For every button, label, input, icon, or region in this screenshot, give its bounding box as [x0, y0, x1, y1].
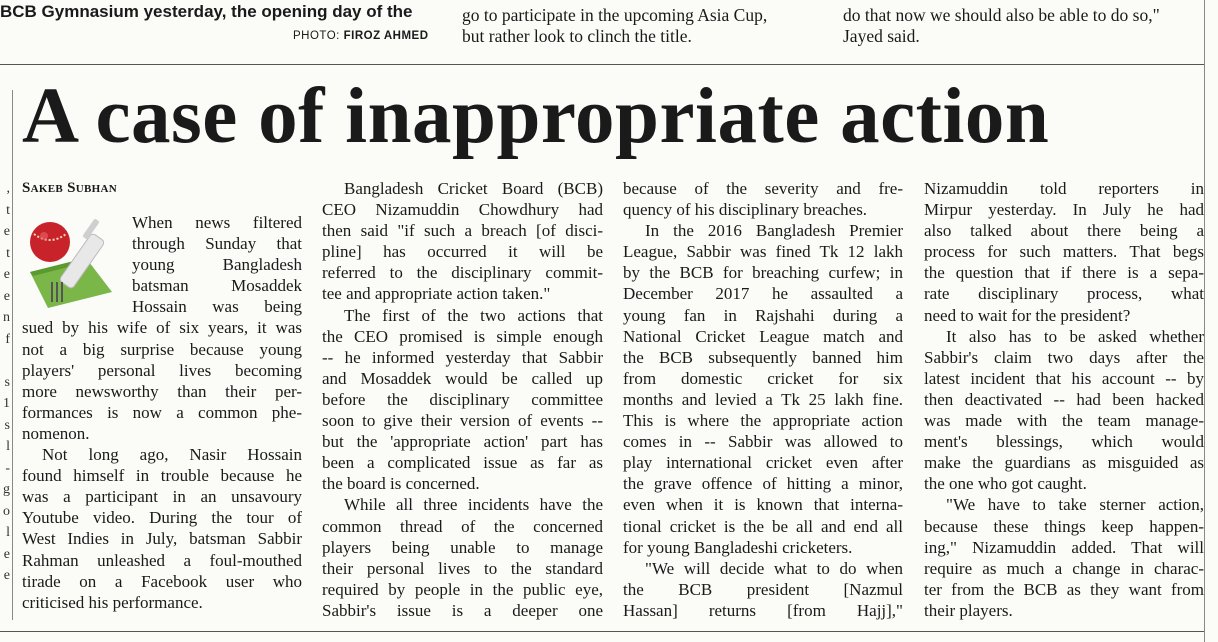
- text-line: formances is now a common phe-: [22, 402, 302, 422]
- text-line: Not long ago, Nasir Hossain: [42, 445, 302, 465]
- text-line: National Cricket League match and: [623, 326, 903, 346]
- text-line: tirade on a Facebook user who: [22, 571, 302, 591]
- prev-article-mid: [462, 5, 767, 47]
- edge-char: e: [3, 224, 10, 239]
- text-line: because of the severity and fre-: [623, 179, 903, 198]
- text-line: In the 2016 Bangladesh Premier: [645, 221, 903, 241]
- text-line: make the guardians as misguided as: [924, 453, 1204, 473]
- text-line: ter from the BCB as they want from: [924, 579, 1204, 599]
- text-line: CEO Nizamuddin Chowdhury had: [322, 200, 603, 220]
- text-line: -- he informed yesterday that Sabbir: [322, 347, 603, 367]
- text-line: common thread of the concerned: [322, 516, 603, 536]
- edge-char: s: [4, 417, 10, 433]
- text-line: require as much a change in charac-: [924, 558, 1204, 578]
- edge-char: [0, 350, 10, 372]
- text-line: While all three incidents have the: [344, 495, 603, 515]
- edge-char: n: [3, 310, 10, 325]
- text-line: the question that if there is a sepa-: [924, 263, 1204, 283]
- text-line: latest incident that his account -- by: [924, 368, 1204, 388]
- text-line: Sabbir's issue is a deeper one: [322, 600, 603, 620]
- edge-char: e: [3, 568, 10, 583]
- article-column-3: [623, 178, 903, 621]
- photo-credit: [293, 30, 429, 42]
- text-line: pline] has occurred it will be: [322, 242, 603, 262]
- text-line: but the 'appropriate action' part has: [322, 432, 603, 452]
- edge-char: ,: [6, 181, 10, 196]
- text-line: their players.: [924, 600, 1013, 620]
- text-line: This is where the appropriate action: [623, 411, 903, 431]
- text-line: then said "if such a breach [of disci-: [322, 221, 603, 241]
- text-line: required by people in the public eye,: [322, 579, 603, 599]
- text-line: from domestic cricket for six: [623, 368, 903, 388]
- edge-char: t: [6, 245, 10, 261]
- text-line: process for such matters. That begs: [924, 242, 1204, 262]
- edge-char: e: [3, 546, 10, 562]
- text-line: Sabbir's claim two days after the: [924, 347, 1204, 367]
- edge-char: -: [5, 460, 10, 476]
- text-line: before the disciplinary committee: [322, 389, 603, 409]
- text-line: rate disciplinary process, what: [924, 284, 1204, 304]
- text-line: tee and appropriate action taken.": [322, 284, 551, 304]
- text-line: young Bangladesh: [132, 255, 302, 275]
- text-line: ing," Nizamuddin added. That will: [924, 537, 1204, 557]
- text-line: It also has to be asked whether: [946, 326, 1204, 346]
- text-line: West Indies in July, batsman Sabbir: [22, 529, 302, 549]
- text-line: for young Bangladeshi cricketers.: [623, 537, 853, 557]
- text-line: "We will decide what to do when: [645, 558, 903, 578]
- text-line: their personal lives to the standard: [322, 558, 603, 578]
- edge-char: l: [6, 439, 10, 454]
- text-line: even when it is known that interna-: [623, 495, 903, 515]
- article-column-4: [924, 178, 1204, 621]
- text-line: by the BCB for breaching curfew; in: [623, 263, 903, 283]
- photo-caption: BCB Gymnasium yesterday, the opening day of the: [0, 2, 413, 21]
- edge-char: s: [4, 374, 10, 390]
- text-line: more newsworthy than their per-: [22, 381, 302, 401]
- text-line: because these things keep happen-: [924, 516, 1204, 536]
- text-line: players being unable to manage: [322, 537, 603, 557]
- text-line: then deactivated -- had been hacked: [924, 389, 1204, 409]
- prev-article-right: [843, 5, 1160, 47]
- text-line: "We have to take sterner action,: [946, 495, 1204, 515]
- edge-char: o: [3, 503, 10, 519]
- text-line: soon to give their version of events --: [322, 411, 603, 431]
- text-line: Bangladesh Cricket Board (BCB): [344, 179, 603, 198]
- text-line: League, Sabbir was fined Tk 12 lakh: [623, 242, 903, 262]
- text-line: the one who got caught.: [924, 474, 1087, 494]
- text-line: was made with the team manage-: [924, 411, 1204, 431]
- text-line: nomenon.: [22, 423, 90, 443]
- prev-article-mid-line1: go to participate in the upcoming Asia Cup,: [462, 5, 768, 25]
- text-line: play international cricket even after: [623, 453, 903, 473]
- bottom-divider: [0, 631, 1204, 632]
- headline: A case of inappropriate action: [22, 73, 1050, 160]
- text-line: the BCB president [Nazmul: [623, 579, 903, 599]
- text-line: been a complicated issue as far as: [322, 453, 603, 473]
- text-line: Hassan] returns [from Hajj],": [623, 600, 903, 620]
- text-line: the grave offence of hitting a minor,: [623, 474, 903, 494]
- text-line: through Sunday that: [132, 234, 302, 254]
- text-line: also talked about there being a: [924, 221, 1204, 241]
- text-line: Youtube video. During the tour of: [22, 508, 302, 528]
- text-line: December 2017 he assaulted a: [623, 284, 903, 304]
- edge-char: e: [3, 267, 10, 282]
- byline: Sakeb Subhan: [22, 180, 117, 196]
- text-line: quency of his disciplinary breaches.: [623, 200, 868, 220]
- text-line: need to wait for the president?: [924, 305, 1131, 325]
- text-line: Hossain was being: [132, 297, 302, 317]
- text-line: and Mosaddek would be called up: [322, 368, 603, 388]
- text-line: players' personal lives becoming: [22, 360, 302, 380]
- top-divider: [0, 64, 1204, 65]
- article-column-1: [22, 178, 302, 613]
- text-line: the board is concerned.: [322, 474, 480, 494]
- text-line: the CEO promised is simple enough: [322, 326, 603, 346]
- prev-article-mid-line2: but rather look to clinch the title.: [462, 26, 692, 46]
- edge-char: f: [5, 331, 10, 347]
- left-column-rule: [12, 90, 13, 620]
- text-line: was a participant in an unsavoury: [22, 487, 302, 507]
- text-line: not a big surprise because young: [22, 339, 302, 359]
- text-line: young fan in Rajshahi during a: [623, 305, 903, 325]
- text-line: Rahman unleashed a foul-mouthed: [22, 550, 302, 570]
- text-line: Nizamuddin told reporters in: [924, 179, 1204, 198]
- text-line: months and levied a Tk 25 lakh fine.: [623, 389, 903, 409]
- left-edge-text: [0, 178, 10, 587]
- edge-char: e: [3, 288, 10, 304]
- edge-char: l: [6, 525, 10, 540]
- photo-credit-label: PHOTO:: [293, 30, 340, 42]
- edge-char: 1: [3, 396, 10, 411]
- article-column-2: [322, 178, 603, 621]
- text-line: tional cricket is the be all and end all: [623, 516, 903, 536]
- edge-char: g: [3, 482, 10, 497]
- edge-char: t: [6, 202, 10, 218]
- right-page-edge: [1204, 0, 1205, 642]
- text-line: the BCB subsequently banned him: [623, 347, 903, 367]
- text-line: sued by his wife of six years, it was: [22, 318, 302, 338]
- text-line: When news filtered: [132, 213, 302, 232]
- prev-article-right-line1: do that now we should also be able to do so,": [843, 5, 1160, 25]
- prev-article-right-line2: Jayed said.: [843, 26, 920, 46]
- text-line: criticised his performance.: [22, 592, 203, 612]
- text-line: ment's blessings, which would: [924, 432, 1204, 452]
- photo-credit-name: FIROZ AHMED: [343, 30, 429, 42]
- text-line: Mirpur yesterday. In July he had: [924, 200, 1204, 220]
- text-line: batsman Mosaddek: [132, 276, 302, 296]
- text-line: comes in -- Sabbir was allowed to: [623, 432, 903, 452]
- text-line: The first of the two actions that: [344, 305, 603, 325]
- text-line: found himself in trouble because he: [22, 466, 302, 486]
- text-line: referred to the disciplinary commit-: [322, 263, 603, 283]
